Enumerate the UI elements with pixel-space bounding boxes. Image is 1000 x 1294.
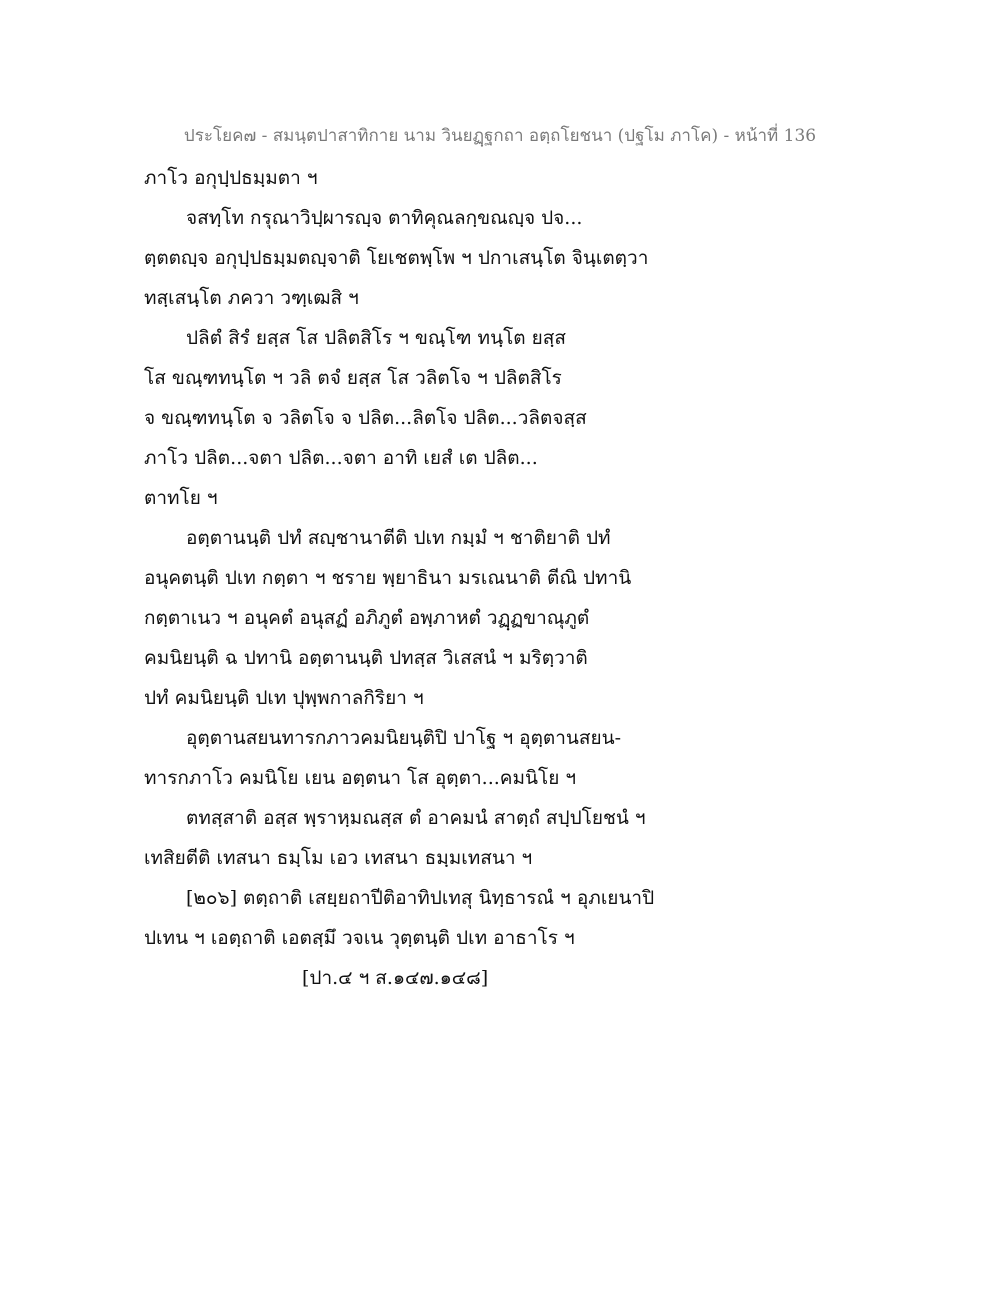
text-line: ตาทโย ฯ (144, 487, 218, 509)
text-line: เทสิยตีติ เทสนา ธมฺโม เอว เทสนา ธมฺมเทสนา ฯ (144, 847, 533, 869)
text-line: คมนิยนฺติ ฉ ปทานิ อตฺตานนฺติ ปทสฺส วิเสสนํ ฯ มริตฺวาติ (144, 647, 588, 669)
text-line: จ ขณฺฑทนฺโต จ วลิตโจ จ ปลิต...ลิตโจ ปลิต...วลิตจสฺส (144, 407, 587, 429)
text-line: ปเทน ฯ เอตฺถาติ เอตสฺมึ วจเน วุตฺตนฺติ ปเท อาธาโร ฯ (144, 927, 575, 949)
reference-citation: [ปา.๔ ฯ ส.๑๔๗.๑๔๘] (302, 967, 489, 989)
text-line: ภาโว อกุปฺปธมฺมตา ฯ (144, 167, 318, 189)
text-line: อุตฺตานสยนทารกภาวคมนิยนฺติปิ ปาโฐ ฯ อุตฺตานสยน- (186, 727, 622, 749)
text-line: จสทฺโท กรุณาวิปฺผารญฺจ ตาทิคุณลกฺขณญฺจ ปจ... (186, 207, 583, 229)
page-header: ประโยค๗ - สมนฺตปาสาทิกาย นาม วินยฏฺฐกถา อตฺถโยชนา (ปฐโม ภาโค) - หน้าที่ 136 (183, 126, 817, 146)
text-line: โส ขณฺฑทนฺโต ฯ วลิ ตจํ ยสฺส โส วลิตโจ ฯ ปลิตสิโร (144, 367, 562, 389)
text-line: ตทสฺสาติ อสฺส พฺราหฺมณสฺส ตํ อาคมนํ สาตฺถํ สปฺปโยชนํ ฯ (186, 807, 646, 829)
text-line: ตฺตตญฺจ อกุปฺปธมฺมตญฺจาติ โยเชตพฺโพ ฯ ปกาเสนฺโต จินฺเตตฺวา (144, 247, 649, 269)
text-line: กตฺตาเนว ฯ อนุคตํ อนุสฏํ อภิภูตํ อพฺภาหตํ วฏฺฏขาณุภูตํ (144, 607, 590, 629)
text-line: ทารกภาโว คมนิโย เยน อตฺตนา โส อุตฺตา...คมนิโย ฯ (144, 767, 577, 789)
text-line: ภาโว ปลิต...จตา ปลิต...จตา อาทิ เยสํ เต ปลิต... (144, 447, 538, 469)
text-line: ปลิตํ สิรํ ยสฺส โส ปลิตสิโร ฯ ขณฺโฑ ทนฺโต ยสฺส (186, 327, 566, 349)
text-line: ปทํ คมนิยนฺติ ปเท ปุพฺพกาลกิริยา ฯ (144, 687, 424, 709)
text-line: อนุคตนฺติ ปเท กตฺตา ฯ ชราย พฺยาธินา มรเณนาติ ตีณิ ปทานิ (144, 567, 632, 589)
text-line: ทสฺเสนฺโต ภควา วฑฺเฒสิ ฯ (144, 287, 359, 309)
text-line: อตฺตานนฺติ ปทํ สญฺชานาตีติ ปเท กมฺมํ ฯ ชาติยาติ ปทํ (186, 527, 611, 549)
document-body (144, 158, 864, 998)
text-line: [๒๐๖] ตตฺถาติ เสยฺยถาปีติอาทิปเทสุ นิทฺธารณํ ฯ อุภเยนาปิ (186, 887, 655, 909)
